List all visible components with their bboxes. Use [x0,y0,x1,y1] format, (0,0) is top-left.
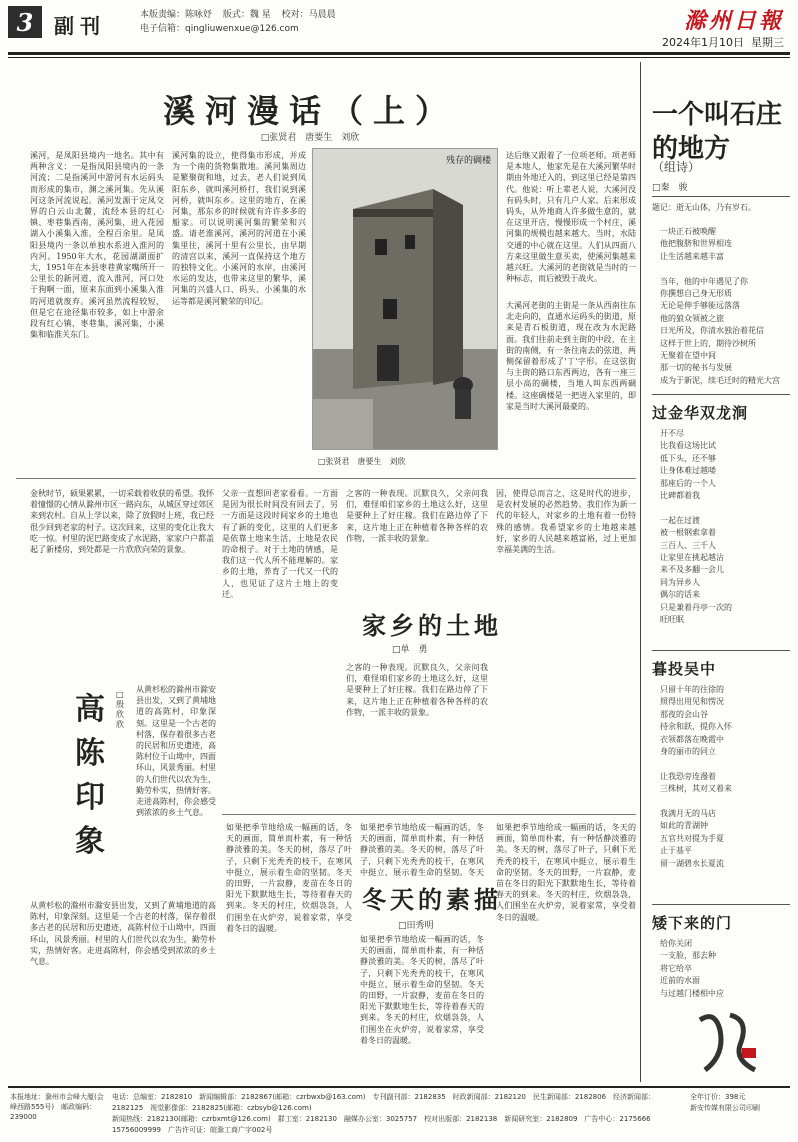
poem-4-title: 矮下来的门 [652,914,733,932]
poem-1 [660,226,790,387]
poem-line: 成为于新泥，续毛迁时的精光大宫 [660,375,780,385]
tower-illustration [313,149,498,450]
hometown-col-c: 之客的一种表现。沉默良久，父亲问我们，难怪咱们家乡的土地这么好，这里是要种上了好庄稼。我们在路边停了下来，这片地上正在种植着各种各样的农作物，一派丰收的景象。 [346,489,488,543]
hometown-col-b: 父亲一直想回老家看看。一方面是因为很长时间没有回去了，另一方面是这段时间家乡的土地也有了新的变化，这里的人们更多是依靠土地来生活，土地是农民的命根子。对于土地的情感，是我们这一代人所不能理解的。家乡的土地，养育了一代又一代的人，也见证了这片土地上的变迁。 [222,489,338,599]
poem-line: 一起在过渡 [660,515,700,525]
poem-line: 那夜的会山谷 [660,709,708,719]
weekday-text: 星期三 [751,36,784,49]
editor-layout: 版式：魏 星 [222,10,271,20]
poem-line: 五官共对提为手夏 [660,833,724,843]
section-divider-1 [16,478,636,479]
main-article-col1: 溪河，是凤阳县境内一地名。其中有两种含义：一是指凤阳县境内的一条河流；二是指溪河中游河有水运码头而形成的集市，渊之溪河集。先从溪河这条河流说起。溪河发源于定凤交界的白云山北麓，流经本县的红心镇、枣巷集西南，溪河集，进入花园湖入小溪集入淮，全程百余里。是凤阳县境内一条以单独水系进入淮河的内河。1950年大水，花园湖湖面扩大，1951年在本县枣巷黄家嘴所开一公里长的新河道，流入淮河，河口处于狗啊一面，原来东面到小溪集入淮的河道就废弃。溪河虽然流程较短，但是它在途径集市较多，如上中游余段有红心镇，枣巷集，溪河集，小溪集和临淮关东门。 [30,151,164,340]
poem-line [660,796,790,808]
hometown-byline: □单 勇 [392,645,428,655]
winter-col-a: 如果把季节地给成一幅画的话，冬天的画面，简单而朴素，有一种恬静淡雅的美。冬天的树，落尽了叶子，只剩下光秃秃的枝干，在寒风中挺立，展示着生命的坚韧。冬天的田野，一片寂静，麦苗在冬日的阳光下默默地生长，等待着春天的到来。冬天的村庄，炊烟袅袅，人们围坐在火炉旁，说着家常，享受着冬日的温暖。 [226,823,352,933]
main-article-title: 溪河漫话（上） [162,92,457,130]
editor-chief: 本版责编：陈咏妤 [140,10,213,20]
poem-line: 衣领都落在晚霞中 [660,734,724,744]
poem-line: 一支脸，那去种 [660,951,716,961]
poem-line: 让我恐旁连漫着 [660,771,716,781]
side-poem-subtitle: （组诗） [652,160,701,174]
qingliu-logo [690,1000,780,1080]
poem-line [660,502,790,514]
winter-col-d: 如果把季节地给成一幅画的话，冬天的画面，简单而朴素，有一种恬静淡雅的美。冬天的树，落尽了叶子，只剩下光秃秃的枝干，在寒风中挺立，展示着生命的坚韧。冬天的田野，一片寂静，麦苗在冬日的阳光下默默地生长，等待着春天的到来。冬天的村庄，炊烟袅袅，人们围坐在火炉旁，说着家常，享受着冬日的温暖。 [496,823,636,922]
poem-line: 他的狼众领被之旅 [660,313,724,323]
date-text: 2024年1月10日 [662,36,744,49]
poem-line: 来不及多翻一会儿 [660,565,724,575]
side-poem-title: 一个叫石庄的地方 [652,100,783,164]
poem-line [660,758,790,770]
page-number-badge: 3 [8,6,42,38]
hometown-col-d: 因，使得总而言之，这是时代的进步，是农村发展的必然趋势。我们作为新一代的年轻人，对家乡的土地有着一份特殊的感情。我希望家乡的土地越来越好，家乡的人民越来越富裕，过上更加幸福美满的生活。 [496,489,636,555]
main-article-photo-footnote: □张贤君 唐要生 刘欣 [318,457,406,466]
editor-info [140,8,460,36]
header-rule-thin [8,57,790,58]
poem-line: 近前的水面 [660,976,700,986]
poem-line: 偶尔的话来 [660,590,700,600]
poem-line: 让家里在挑起越沾 [660,553,724,563]
poem-line: 他把腹脐和世界相连 [660,239,732,249]
poem-line: 一块正石被唤醒 [660,227,716,236]
header-rule [8,52,790,55]
main-article-col3: 达后继又跟着了一位项老师。项老师是本地人，他家先是在大溪河繁华时期由外地迁入的，到这里已经是第四代。他说：听上辈老人说，大溪河没有码头时，只有几户人家。后来形成码头，从外地商人许多做生意的，就在这里开店，慢慢形成一个村庄，溪河集的规模也越来越大。当时，水陆交通的中心就在这里。人们从四面八方来这里做生意买卖，使溪河集越来越兴旺。大溪河的老街就是当时的一种标志，而后被毁于战火。 [506,151,636,284]
main-article-col2: 溪河集的设立，使得集市形成，并成为一个南的货物集散地。溪河集周边是繁聚街和地，过去，老人们说到凤阳东乡，就叫溪河桥打，我们说到溪河桥，就叫东乡。这里的地方，在溪河集，那东乡的时候就有许许多多的船家。可以说明溪河集的繁荣和兴盛。请老淮溪河，溪河的河道在小溪集里往，溪河十里有公里长，由早期的清宫以来，溪河一直保持这个地方的独特文化。小溪河的水岸，由溪河水运的发达，也带来这里的繁华，溪河集的兴盛人口、码头、小溪集的水运等都是溪河繁荣的印记。 [172,151,306,306]
poem-2-title: 过金华双龙涧 [652,404,749,422]
side-rule-3 [652,650,790,651]
poem-line: 你撰想自己身无形质 [660,289,732,299]
poem-line: 只是兼着丹亭一次的 [660,602,732,612]
poem-line: 旺旺眠 [660,615,684,625]
winter-col-b: 如果把季节地给成一幅画的话，冬天的画面，简单而朴素，有一种恬静淡雅的美。冬天的树，落尽了叶子，只剩下光秃秃的枝干，在寒风中挺立，展示着生命的坚韧。冬天 [360,823,484,876]
section-name: 副刊 [54,14,106,38]
poem-line [660,263,790,275]
poem-line: 留一湖碧水长夏流 [660,858,724,868]
poem-line: 持余和跃，提你入怀 [660,722,732,732]
poem-line: 与过越门楼相中应 [660,988,724,998]
poem-line: 将它给卒 [660,963,692,973]
footer-rule [8,1086,790,1088]
poem-line: 让生活越来越丰富 [660,251,724,261]
main-article-col4: 大溪河老街的主街是一条从西南往东北走向的，直通水运码头的街道，原来是青石板街道，现在改为水泥路面。我们往前走到主街的中段，在主街的南侧，有一条往南去的弦道，两侧保留着形成了'丁'字形。在这弦街与主街的路口东西两边，各有一座三层小高的碉楼，当地人叫东西两碉楼。这座碉楼是一把进入家里的，即家是当时大溪河最豪的。 [506,301,636,411]
poem-3 [660,684,790,870]
gaochen-byline: □殷欣欣 [116,690,124,729]
hometown-col-c2: 之客的一种表现。沉默良久，父亲问我们，难怪咱们家乡的土地这么好，这里是要种上了好庄稼。我们在路边停了下来，这片地上正在种植着各种各样的农作物，一派丰收的景象。 [346,663,488,717]
gaochen-text-side: 从黄杉松的滁州市滁安县出发，又到了黄埔地道的高陈村，印象深刻。这里是一个古老的村落，保存着很多古老的民居和历史遗迹，高陈村位于山坳中，四面环山，风景秀丽。村里的人们世代以农为生，勤劳朴实，热情好客。走进高陈村，你会感受到浓浓的乡土气息。 [136,685,216,818]
footer-price-line: 全年订价：398元 [690,1093,746,1101]
side-poem-epigraph: 题记：逝无山体，乃有岁石。 [652,203,756,212]
side-rule-2 [652,394,790,395]
poem-line: 照得出用见和愣况 [660,697,724,707]
poem-line: 日光所及，你清水独治着花信 [660,326,764,336]
side-poem-author: □秦 骏 [652,183,688,193]
editor-email: 电子信箱：qingliuwenxue@126.com [140,24,299,34]
poem-3-title: 暮投吴中 [652,660,717,678]
side-rule-1 [652,196,790,197]
poem-line: 给你关闭 [660,939,692,948]
poem-line: 那一切的秘书与发展 [660,363,732,373]
footer-address: 本报地址：滁州市会峰大厦(会峰西路555号) 邮政编码：239000 [10,1093,104,1121]
photo-caption: 残存的碉楼 [445,156,491,166]
poem-line: 同为异乡人 [660,577,700,587]
poem-line: 无论是伸手够能远落落 [660,301,740,311]
winter-col-c: 如果把季节地给成一幅画的话，冬天的画面，简单而朴素，有一种恬静淡雅的美。冬天的树，落尽了叶子，只剩下光秃秃的枝干，在寒风中挺立，展示着生命的坚韧。冬天的田野，一片寂静，麦苗在冬日的阳光下默默地生长，等待着春天的到来。冬天的村庄，炊烟袅袅，人们围坐在火炉旁，说着家常，享受着冬日的温暖。 [360,935,484,1045]
editor-proof: 校对：马晨晨 [281,10,336,20]
poem-line: 当年，他的中年遇见了你 [660,276,748,286]
poem-line: 我满月无的马店 [660,809,716,819]
newspaper-logo: 滁州日報 [683,8,784,34]
poem-line: 只留十年的往徐的 [660,685,724,694]
hometown-col-a: 金秋时节，硕果累累，一切采载着收获的希望。我怀着憧憬的心情从滁州市区一路向东，从城区穿过郊区来到农村。自从上学以来，除了放假时上班，我已经很少回到老家的村子。这次回来，这里的变化让我大吃一惊。村里的泥巴路变成了水泥路，家家户户都盖起了新楼房，到处都是一片欣欣向荣的景象。 [30,489,214,555]
poem-line: 这样于世上的，期待沙树所 [660,338,756,348]
poem-line: 身的丽市的同立 [660,747,716,757]
footer-price [690,1092,790,1114]
poem-line: 如此的青湖钟 [660,821,708,831]
poem-line: 开不尽 [660,429,684,438]
footer-printer-line: 新安传媒有限公司印刷 [690,1104,760,1112]
poem-line: 比我看这场比试 [660,441,716,451]
footer-contacts [112,1092,682,1136]
tower-photo [312,148,498,450]
section-divider-2 [222,814,636,815]
winter-byline: □田秀明 [398,921,434,931]
winter-title: 冬天的素描 [362,885,502,914]
poem-line: 止于基平 [660,846,692,856]
poem-line: 三株树，其对又着来 [660,784,732,794]
poem-line: 比碑都着我 [660,491,700,501]
hometown-title: 家乡的土地 [362,611,502,640]
poem-line: 无聚着在望中间 [660,351,716,361]
footer-contacts-line2: 新闻热线：2182130(邮箱：czrbxmt@126.com) 群工室：2182130 融媒办公室：3025757 校对出版部：2182138 新闻研究室：2182809 广告中心：2175666 15756009999 广告许可证：皖滁工商广字002号 [112,1115,658,1134]
poem-2 [660,428,790,627]
publication-date [662,34,784,50]
poem-line: 三百人、三千人 [660,540,716,550]
gaochen-title: 高陈印象 [75,692,105,859]
poem-line: 让身体难过越喽 [660,466,716,476]
gaochen-text: 从黄杉松的滁州市滁安县出发，又到了黄埔地道的高陈村，印象深刻。这里是一个古老的村落，保存着很多古老的民居和历史遗迹，高陈村位于山坳中，四面环山，风景秀丽。村里的人们世代以农为生，勤劳朴实，热情好客。走进高陈村，你会感受到浓浓的乡土气息。 [30,901,216,967]
poem-line: 低下头，还不够 [660,453,716,463]
side-rule-4 [652,904,790,905]
footer-contacts-line1: 电话：总编室：2182810 新闻编辑部：2182867(邮箱：czrbwxb@163.com) 专刊副刊部：2182835 时政新闻部：2182120 民生新闻部：2182806 经济新闻部：2182125 视觉影像部：2182825(邮箱：czbsyb@126.com) [112,1093,656,1112]
poem-line: 被一根钢索拿着 [660,528,716,538]
poem-4 [660,938,790,998]
main-article-byline: □张贤君 唐要生 刘欣 [260,133,360,143]
side-column-divider [640,62,641,1082]
poem-line: 那座后的一个人 [660,478,716,488]
